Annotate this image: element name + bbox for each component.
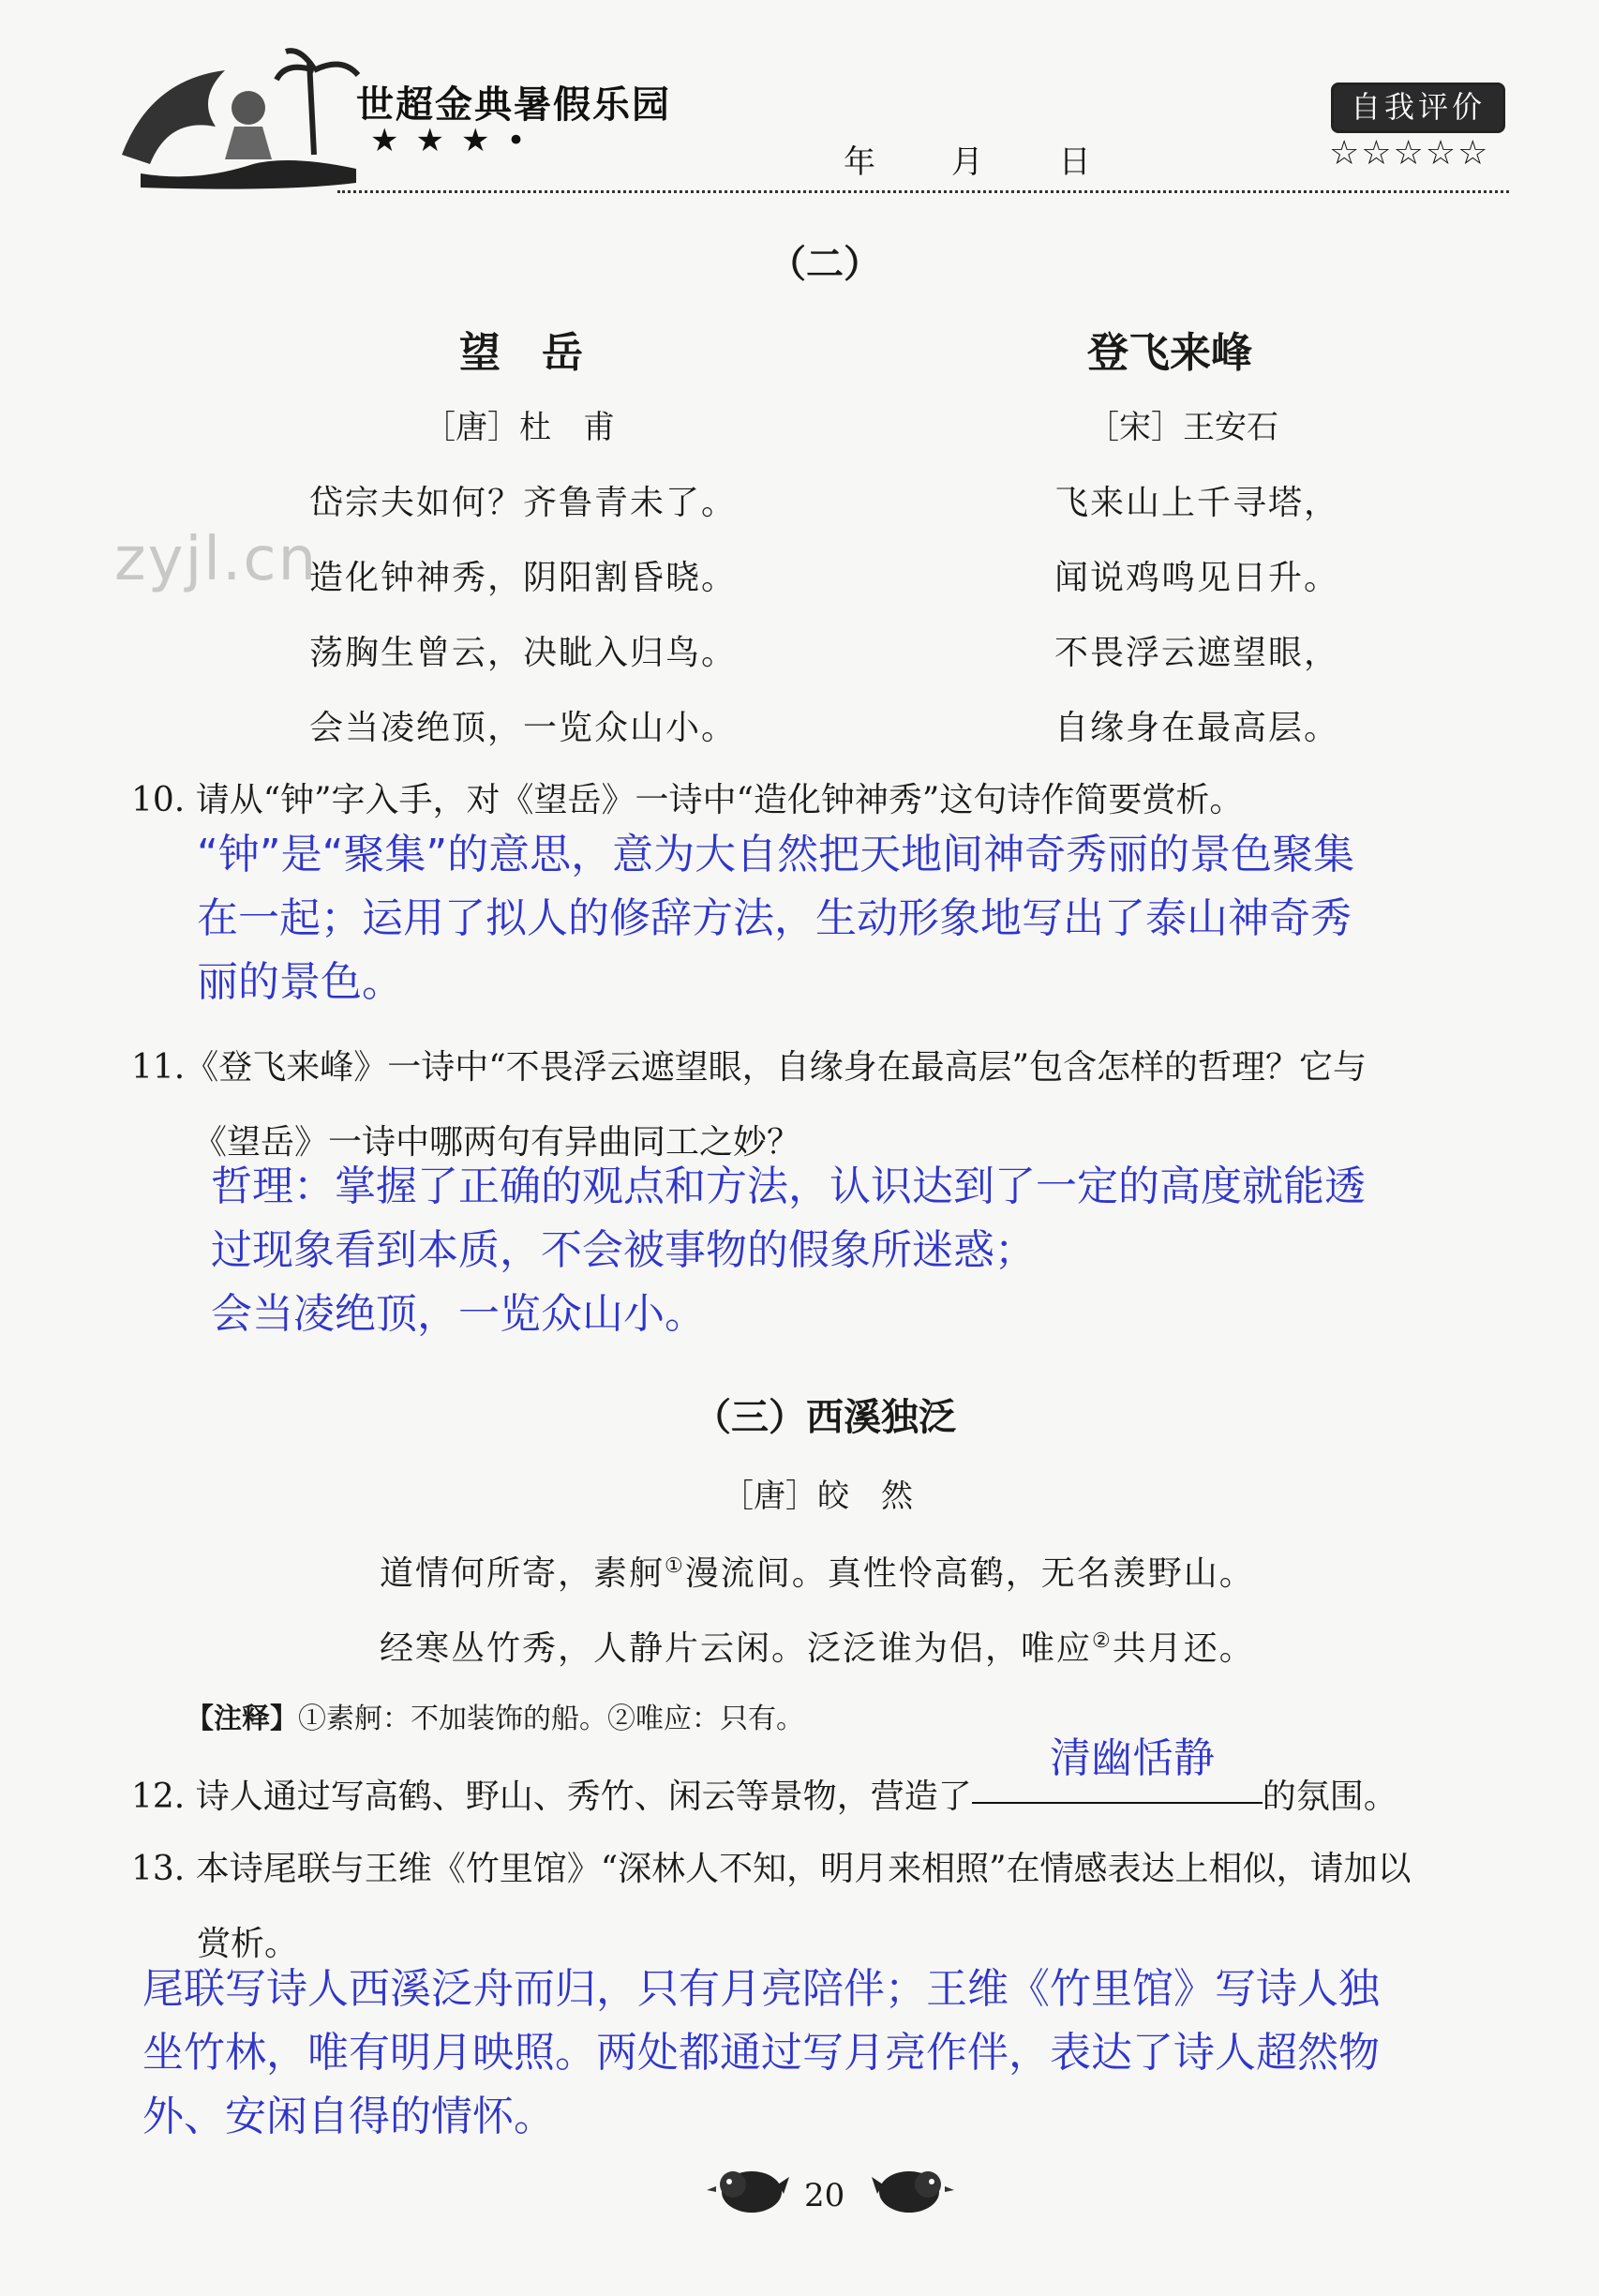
answer-12-blank[interactable]	[972, 1802, 1263, 1804]
date-line	[844, 136, 1157, 182]
section-3-line-1	[380, 1547, 1255, 1595]
answer-11-line-2: 过现象看到本质，不会被事物的假象所迷惑；	[211, 1226, 1036, 1274]
poem-2-line-4: 自缘身在最高层。	[1054, 709, 1340, 747]
brand-name: 世超金典暑假乐园	[356, 83, 671, 127]
answer-13-line-2: 坐竹林，唯有明月映照。两处都通过写月亮作伴，表达了诗人超然物	[142, 2029, 1380, 2077]
date-year-label: 年	[844, 143, 875, 181]
self-evaluation-label: 自我评价	[1331, 83, 1505, 133]
date-month-label: 月	[950, 143, 983, 181]
bird-icon-left	[705, 2156, 789, 2222]
question-13-line-2: 赏析。	[197, 1925, 299, 1963]
question-10: 10. 请从“钟”字入手，对《望岳》一诗中“造化钟神秀”这句诗作简要赏析。	[131, 781, 1244, 819]
answer-10-line-2: 在一起；运用了拟人的修辞方法，生动形象地写出了泰山神奇秀	[197, 894, 1352, 942]
section-3-line-2	[380, 1622, 1255, 1670]
annotation	[186, 1695, 804, 1736]
answer-10-line-3: 丽的景色。	[197, 958, 403, 1006]
section-3-line-1-a: 道情何所寄，素舸	[380, 1554, 665, 1593]
poem-2-title: 登飞来峰	[1087, 329, 1252, 377]
question-12-text: 12. 诗人通过写高鹤、野山、秀竹、闲云等景物，营造了	[131, 1778, 972, 1816]
annotation-label: 【注释】	[186, 1703, 298, 1735]
poem-1-title: 望 岳	[459, 329, 583, 377]
poem-2-line-1: 飞来山上千寻塔，	[1054, 484, 1340, 522]
question-13-line-1: 13. 本诗尾联与王维《竹里馆》“深林人不知，明月来相照”在情感表达上相似，请加以	[131, 1850, 1412, 1888]
poem-1-line-3: 荡胸生曾云，决眦入归鸟。	[309, 634, 738, 672]
answer-13-line-1: 尾联写诗人西溪泛舟而归，只有月亮陪伴；王维《竹里馆》写诗人独	[142, 1965, 1380, 2013]
poem-1-line-4: 会当凌绝顶，一览众山小。	[309, 709, 738, 747]
page-number: 20	[804, 2177, 845, 2214]
answer-13-line-3: 外、安闲自得的情怀。	[142, 2093, 555, 2140]
question-11-line-1: 11.《登飞来峰》一诗中“不畏浮云遮望眼，自缘身在最高层”包含怎样的哲理？它与	[131, 1048, 1367, 1087]
section-3-line-2-a: 经寒丛竹秀，人静片云闲。泛泛谁为侣，唯应	[380, 1629, 1093, 1668]
answer-11-line-1: 哲理：掌握了正确的观点和方法，认识达到了一定的高度就能透	[211, 1163, 1366, 1210]
answer-12: 清幽恬静	[1050, 1734, 1215, 1782]
annotation-text: ①素舸：不加装饰的船。②唯应：只有。	[298, 1703, 804, 1735]
question-11-line-2: 《望岳》一诗中哪两句有异曲同工之妙？	[193, 1123, 801, 1162]
poem-1-author: ［唐］杜 甫	[424, 409, 615, 446]
section-3-title: （三）西溪独泛	[694, 1395, 956, 1439]
watermark: zyjl.cn	[114, 525, 319, 594]
section-2-title: （二）	[769, 242, 881, 286]
poem-2-author: ［宋］王安石	[1087, 409, 1278, 446]
section-3-author: ［唐］皎 然	[722, 1478, 913, 1515]
section-3-line-2-b: 共月还。	[1112, 1629, 1255, 1668]
answer-11-line-3: 会当凌绝顶，一览众山小。	[211, 1290, 706, 1338]
answer-10-line-1: “钟”是“聚集”的意思，意为大自然把天地间神奇秀丽的景色聚集	[197, 831, 1355, 878]
header-divider	[337, 190, 1509, 193]
star-rating[interactable]: ☆☆☆☆☆	[1329, 134, 1490, 173]
brand-stars: ★★★•	[370, 122, 543, 159]
poem-2-line-2: 闻说鸡鸣见日升。	[1054, 559, 1340, 597]
question-12-suffix: 的氛围。	[1262, 1778, 1397, 1816]
section-3-line-1-b: 漫流间。真性怜高鹤，无名羡野山。	[684, 1554, 1255, 1593]
footnote-1-marker: ①	[665, 1554, 685, 1578]
poem-1-line-1: 岱宗夫如何？齐鲁青未了。	[309, 484, 738, 522]
footnote-2-marker: ②	[1092, 1629, 1113, 1653]
bird-icon-right	[872, 2156, 956, 2222]
header-logo-illustration	[112, 42, 375, 192]
poem-1-line-2: 造化钟神秀，阴阳割昏晓。	[309, 559, 738, 597]
date-day-label: 日	[1058, 143, 1091, 181]
poem-2-line-3: 不畏浮云遮望眼，	[1054, 634, 1340, 672]
